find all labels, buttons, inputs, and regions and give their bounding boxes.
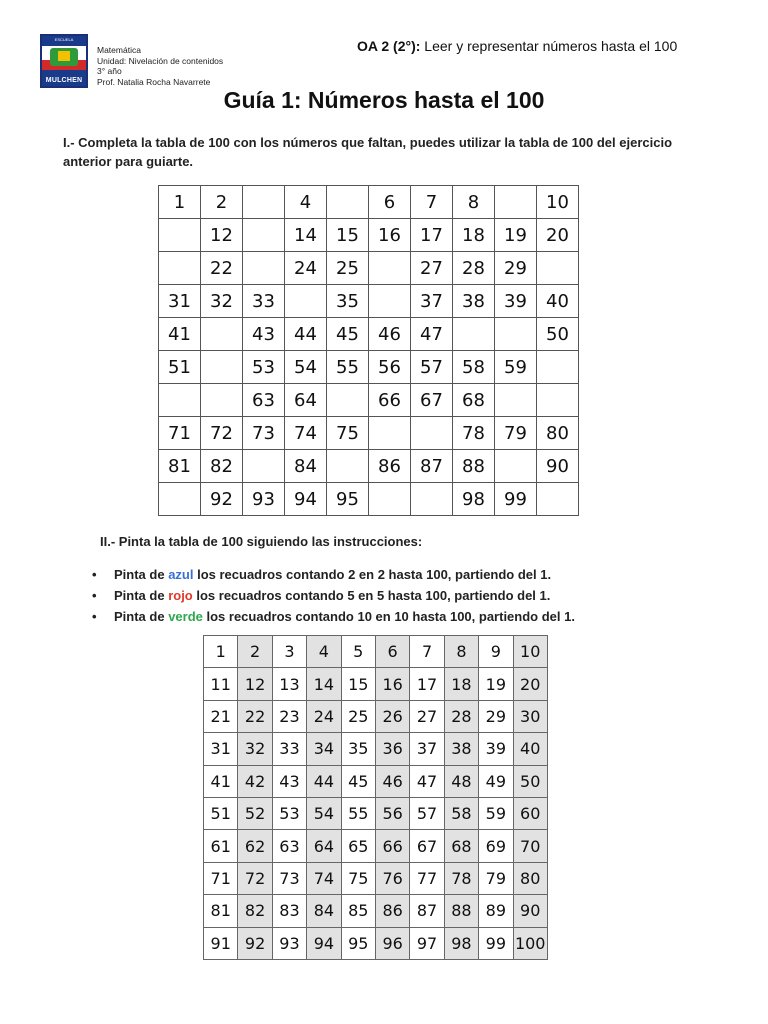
bullet-icon: • (92, 588, 97, 603)
number-cell[interactable] (285, 285, 327, 318)
number-cell[interactable]: 43 (243, 318, 285, 351)
table-row (204, 862, 548, 894)
instruction-green: • Pinta de verde los recuadros contando 10 en 10 hasta 100, partiendo del 1. (92, 609, 575, 624)
table-row (204, 700, 548, 732)
number-cell[interactable] (537, 384, 579, 417)
number-cell[interactable]: 68 (453, 384, 495, 417)
number-cell[interactable] (453, 318, 495, 351)
unit-label: Unidad: Nivelación de contenidos (97, 55, 224, 66)
number-cell[interactable]: 5 (341, 636, 375, 668)
number-cell[interactable]: 39 (495, 285, 537, 318)
number-cell[interactable]: 80 (513, 862, 547, 894)
number-cell[interactable]: 71 (204, 862, 238, 894)
number-cell[interactable]: 12 (238, 668, 272, 700)
number-cell[interactable]: 22 (201, 252, 243, 285)
number-cell[interactable]: 45 (327, 318, 369, 351)
number-cell[interactable]: 24 (307, 700, 341, 732)
number-cell[interactable]: 3 (272, 636, 306, 668)
number-cell[interactable]: 31 (204, 733, 238, 765)
table-row (159, 450, 579, 483)
number-cell[interactable]: 45 (341, 765, 375, 797)
table-row (159, 483, 579, 516)
number-cell[interactable]: 19 (495, 219, 537, 252)
number-cell[interactable]: 66 (375, 830, 409, 862)
number-cell[interactable] (159, 384, 201, 417)
number-cell[interactable] (243, 186, 285, 219)
number-cell[interactable] (369, 483, 411, 516)
color-word-blue: azul (168, 567, 194, 582)
number-cell[interactable]: 7 (411, 186, 453, 219)
number-cell[interactable]: 82 (201, 450, 243, 483)
number-cell[interactable]: 65 (341, 830, 375, 862)
number-cell[interactable]: 49 (479, 765, 513, 797)
number-cell[interactable]: 47 (410, 765, 444, 797)
number-cell[interactable] (327, 384, 369, 417)
number-cell[interactable]: 73 (243, 417, 285, 450)
number-cell[interactable] (201, 351, 243, 384)
table-row (204, 830, 548, 862)
teacher-label: Prof. Natalia Rocha Navarrete (97, 76, 211, 87)
number-cell[interactable]: 40 (513, 733, 547, 765)
table-row (159, 219, 579, 252)
number-cell[interactable]: 63 (243, 384, 285, 417)
number-cell[interactable]: 28 (444, 700, 478, 732)
number-cell[interactable] (159, 483, 201, 516)
number-cell[interactable]: 35 (327, 285, 369, 318)
number-cell[interactable]: 22 (238, 700, 272, 732)
number-cell[interactable]: 14 (307, 668, 341, 700)
number-cell[interactable]: 95 (327, 483, 369, 516)
table-row (204, 895, 548, 927)
number-cell[interactable]: 57 (411, 351, 453, 384)
number-cell[interactable]: 25 (341, 700, 375, 732)
number-cell[interactable]: 64 (307, 830, 341, 862)
number-cell[interactable] (495, 318, 537, 351)
number-cell[interactable]: 69 (479, 830, 513, 862)
number-cell[interactable] (243, 219, 285, 252)
number-cell[interactable]: 72 (238, 862, 272, 894)
number-cell[interactable]: 41 (204, 765, 238, 797)
header-info (97, 45, 223, 87)
instruction-blue: • Pinta de azul los recuadros contando 2 en 2 hasta 100, partiendo del 1. (92, 567, 552, 582)
table-row (159, 186, 579, 219)
number-cell[interactable] (369, 252, 411, 285)
table-row (159, 285, 579, 318)
number-cell[interactable]: 44 (307, 765, 341, 797)
number-cell[interactable]: 19 (479, 668, 513, 700)
number-cell[interactable]: 67 (410, 830, 444, 862)
number-cell[interactable] (369, 417, 411, 450)
number-cell[interactable]: 18 (444, 668, 478, 700)
number-cell[interactable]: 53 (272, 797, 306, 829)
table-row (204, 636, 548, 668)
number-cell[interactable]: 77 (410, 862, 444, 894)
number-cell[interactable]: 26 (375, 700, 409, 732)
bullet-icon: • (92, 609, 97, 624)
table-row (159, 351, 579, 384)
number-cell[interactable]: 55 (327, 351, 369, 384)
number-cell[interactable]: 15 (327, 219, 369, 252)
number-cell[interactable]: 90 (513, 895, 547, 927)
number-cell[interactable]: 27 (410, 700, 444, 732)
number-cell[interactable]: 70 (513, 830, 547, 862)
number-cell[interactable]: 46 (375, 765, 409, 797)
number-cell[interactable]: 12 (201, 219, 243, 252)
number-cell[interactable]: 24 (285, 252, 327, 285)
table-row (159, 417, 579, 450)
number-cell[interactable]: 75 (341, 862, 375, 894)
number-cell[interactable] (537, 483, 579, 516)
number-cell[interactable]: 9 (479, 636, 513, 668)
number-cell[interactable]: 2 (201, 186, 243, 219)
color-word-green: verde (168, 609, 203, 624)
number-cell[interactable]: 98 (444, 927, 478, 959)
oa-code: OA 2 (2°): (357, 38, 421, 54)
number-cell[interactable] (159, 219, 201, 252)
number-cell[interactable]: 56 (375, 797, 409, 829)
number-cell[interactable]: 73 (272, 862, 306, 894)
number-cell[interactable]: 15 (341, 668, 375, 700)
number-cell[interactable]: 92 (201, 483, 243, 516)
number-cell[interactable]: 32 (238, 733, 272, 765)
number-cell[interactable]: 81 (159, 450, 201, 483)
number-cell[interactable]: 37 (410, 733, 444, 765)
number-cell[interactable] (495, 450, 537, 483)
number-cell[interactable]: 43 (272, 765, 306, 797)
number-cell[interactable]: 53 (243, 351, 285, 384)
oa-text: Leer y representar números hasta el 100 (420, 38, 678, 54)
number-cell[interactable]: 56 (369, 351, 411, 384)
number-cell[interactable]: 83 (272, 895, 306, 927)
number-cell[interactable]: 57 (410, 797, 444, 829)
number-cell[interactable]: 91 (204, 927, 238, 959)
number-cell[interactable]: 58 (444, 797, 478, 829)
number-cell[interactable]: 13 (272, 668, 306, 700)
incomplete-hundred-chart (158, 185, 579, 516)
number-cell[interactable]: 47 (411, 318, 453, 351)
number-cell[interactable]: 90 (537, 450, 579, 483)
number-cell[interactable]: 34 (307, 733, 341, 765)
number-cell[interactable]: 94 (285, 483, 327, 516)
number-cell[interactable] (411, 417, 453, 450)
number-cell[interactable] (411, 483, 453, 516)
number-cell[interactable]: 32 (201, 285, 243, 318)
number-cell[interactable]: 75 (327, 417, 369, 450)
number-cell[interactable]: 64 (285, 384, 327, 417)
number-cell[interactable]: 8 (453, 186, 495, 219)
number-cell[interactable]: 33 (272, 733, 306, 765)
number-cell[interactable]: 6 (369, 186, 411, 219)
number-cell[interactable]: 10 (537, 186, 579, 219)
number-cell[interactable]: 52 (238, 797, 272, 829)
school-logo (40, 34, 88, 88)
page-title: Guía 1: Números hasta el 100 (223, 87, 545, 113)
number-cell[interactable]: 80 (537, 417, 579, 450)
number-cell[interactable]: 58 (453, 351, 495, 384)
number-cell[interactable] (369, 285, 411, 318)
number-cell[interactable] (201, 318, 243, 351)
number-cell[interactable]: 21 (204, 700, 238, 732)
number-cell[interactable] (201, 384, 243, 417)
number-cell[interactable]: 29 (479, 700, 513, 732)
number-cell[interactable]: 8 (444, 636, 478, 668)
number-cell[interactable] (495, 186, 537, 219)
subject-label: Matemática (97, 45, 141, 55)
number-cell[interactable] (243, 252, 285, 285)
number-cell[interactable]: 35 (341, 733, 375, 765)
table-row (159, 252, 579, 285)
number-cell[interactable]: 81 (204, 895, 238, 927)
number-cell[interactable]: 50 (537, 318, 579, 351)
number-cell[interactable]: 79 (495, 417, 537, 450)
number-cell[interactable]: 37 (411, 285, 453, 318)
number-cell[interactable]: 82 (238, 895, 272, 927)
number-cell[interactable]: 44 (285, 318, 327, 351)
number-cell[interactable]: 36 (375, 733, 409, 765)
number-cell[interactable]: 86 (375, 895, 409, 927)
number-cell[interactable]: 29 (495, 252, 537, 285)
number-cell[interactable]: 88 (453, 450, 495, 483)
number-cell[interactable] (537, 351, 579, 384)
number-cell[interactable]: 100 (513, 927, 547, 959)
number-cell[interactable]: 98 (453, 483, 495, 516)
number-cell[interactable] (243, 450, 285, 483)
number-cell[interactable]: 1 (159, 186, 201, 219)
number-cell[interactable]: 17 (410, 668, 444, 700)
number-cell[interactable]: 92 (238, 927, 272, 959)
number-cell[interactable]: 4 (285, 186, 327, 219)
number-cell[interactable]: 85 (341, 895, 375, 927)
number-cell[interactable]: 79 (479, 862, 513, 894)
number-cell[interactable]: 46 (369, 318, 411, 351)
table-row (204, 797, 548, 829)
number-cell[interactable]: 59 (495, 351, 537, 384)
number-cell[interactable]: 51 (204, 797, 238, 829)
number-cell[interactable]: 88 (444, 895, 478, 927)
table-row (204, 668, 548, 700)
number-cell[interactable]: 2 (238, 636, 272, 668)
logo-text: MULCHEN (45, 77, 83, 84)
number-cell[interactable]: 99 (495, 483, 537, 516)
section2-instruction: II.- Pinta la tabla de 100 siguiendo las instrucciones: (100, 534, 423, 549)
number-cell[interactable]: 16 (375, 668, 409, 700)
number-cell[interactable]: 63 (272, 830, 306, 862)
learning-objective (357, 38, 677, 54)
number-cell[interactable]: 60 (513, 797, 547, 829)
number-cell[interactable]: 55 (341, 797, 375, 829)
number-cell[interactable] (327, 450, 369, 483)
table-row (159, 318, 579, 351)
number-cell[interactable]: 38 (444, 733, 478, 765)
number-cell[interactable] (495, 384, 537, 417)
number-cell[interactable]: 76 (375, 862, 409, 894)
number-cell[interactable]: 17 (411, 219, 453, 252)
instruction-list (92, 565, 575, 628)
number-cell[interactable]: 93 (272, 927, 306, 959)
number-cell[interactable]: 11 (204, 668, 238, 700)
number-cell[interactable] (327, 186, 369, 219)
number-cell[interactable]: 31 (159, 285, 201, 318)
number-cell[interactable]: 96 (375, 927, 409, 959)
number-cell[interactable] (537, 252, 579, 285)
number-cell[interactable]: 84 (285, 450, 327, 483)
bullet-icon: • (92, 567, 97, 582)
logo-top-text: ESCUELA (54, 37, 74, 42)
number-cell[interactable]: 67 (411, 384, 453, 417)
number-cell[interactable]: 62 (238, 830, 272, 862)
number-cell[interactable]: 87 (411, 450, 453, 483)
color-word-red: rojo (168, 588, 193, 603)
number-cell[interactable]: 38 (453, 285, 495, 318)
number-cell[interactable]: 86 (369, 450, 411, 483)
section1-instruction: I.- Completa la tabla de 100 con los números que faltan, puedes utilizar la tabla de 100 del ejercicio anterior para guiarte. (63, 135, 673, 169)
number-cell[interactable]: 20 (513, 668, 547, 700)
number-cell[interactable]: 74 (285, 417, 327, 450)
number-cell[interactable]: 78 (444, 862, 478, 894)
number-cell[interactable]: 14 (285, 219, 327, 252)
grade-label: 3° año (97, 66, 122, 76)
number-cell[interactable]: 72 (201, 417, 243, 450)
number-cell[interactable]: 51 (159, 351, 201, 384)
number-cell[interactable]: 1 (204, 636, 238, 668)
table-row (159, 384, 579, 417)
number-cell[interactable]: 54 (307, 797, 341, 829)
number-cell[interactable]: 94 (307, 927, 341, 959)
number-cell[interactable]: 50 (513, 765, 547, 797)
number-cell[interactable]: 97 (410, 927, 444, 959)
instruction-red: • Pinta de rojo los recuadros contando 5 en 5 hasta 100, partiendo del 1. (92, 588, 551, 603)
number-cell[interactable] (159, 252, 201, 285)
number-cell[interactable]: 99 (479, 927, 513, 959)
number-cell[interactable]: 59 (479, 797, 513, 829)
number-cell[interactable]: 16 (369, 219, 411, 252)
number-cell[interactable]: 25 (327, 252, 369, 285)
number-cell[interactable]: 84 (307, 895, 341, 927)
number-cell[interactable]: 95 (341, 927, 375, 959)
number-cell[interactable]: 68 (444, 830, 478, 862)
number-cell[interactable]: 30 (513, 700, 547, 732)
table-row (204, 927, 548, 959)
number-cell[interactable]: 41 (159, 318, 201, 351)
number-cell[interactable]: 48 (444, 765, 478, 797)
number-cell[interactable]: 33 (243, 285, 285, 318)
number-cell[interactable]: 54 (285, 351, 327, 384)
number-cell[interactable]: 27 (411, 252, 453, 285)
number-cell[interactable]: 87 (410, 895, 444, 927)
number-cell[interactable]: 66 (369, 384, 411, 417)
table-row (204, 733, 548, 765)
number-cell[interactable]: 6 (375, 636, 409, 668)
number-cell[interactable]: 7 (410, 636, 444, 668)
number-cell[interactable]: 28 (453, 252, 495, 285)
number-cell[interactable]: 42 (238, 765, 272, 797)
number-cell[interactable]: 40 (537, 285, 579, 318)
number-cell[interactable]: 89 (479, 895, 513, 927)
number-cell[interactable]: 23 (272, 700, 306, 732)
number-cell[interactable]: 4 (307, 636, 341, 668)
number-cell[interactable]: 78 (453, 417, 495, 450)
number-cell[interactable]: 20 (537, 219, 579, 252)
number-cell[interactable]: 74 (307, 862, 341, 894)
number-cell[interactable]: 61 (204, 830, 238, 862)
number-cell[interactable]: 39 (479, 733, 513, 765)
table-row (204, 765, 548, 797)
number-cell[interactable]: 93 (243, 483, 285, 516)
complete-hundred-chart (203, 635, 548, 960)
number-cell[interactable]: 18 (453, 219, 495, 252)
number-cell[interactable]: 10 (513, 636, 547, 668)
number-cell[interactable]: 71 (159, 417, 201, 450)
